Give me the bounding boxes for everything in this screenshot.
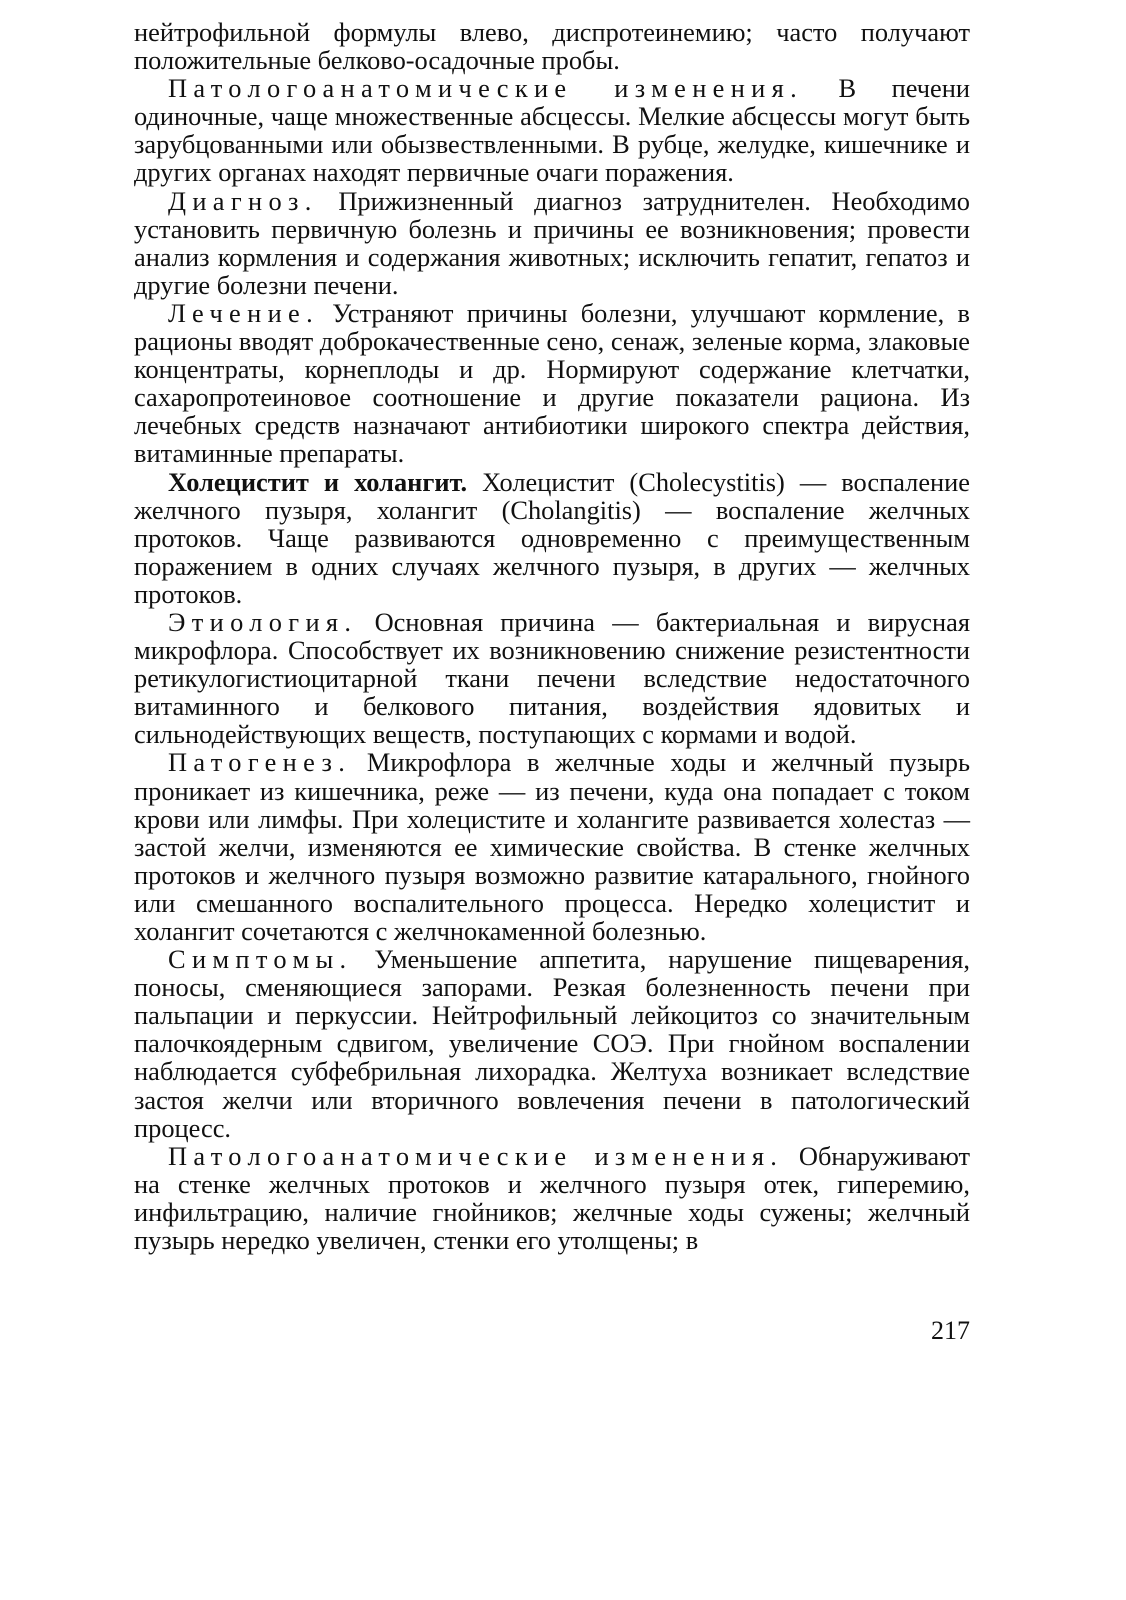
paragraph-text: Холецистит (Cholecystitis) — воспаление желчного пузыря, холангит (Cholangitis) — воспаление желчных протоков. Чаще развиваются одновременно с преимущественным поражением в одних случаях желчного пузыря, в других — желчных протоков. [134,466,970,609]
body-text [134,18,970,1254]
section-heading: Патологоанатомические изменения. [168,73,804,104]
paragraph-etiology [134,608,970,748]
section-heading: Симптомы. [168,944,353,975]
paragraph-pathogenesis [134,748,970,945]
section-heading: Патологоанатомические изменения. [168,1140,784,1171]
paragraph-pathology-liver [134,74,970,186]
paragraph-pathology-bile [134,1142,970,1254]
disease-heading: Холецистит и холангит. [168,466,468,497]
paragraph-text: Микрофлора в желчные ходы и желчный пузырь проникает из кишечника, реже — из печени, куда она попадает с током крови или лимфы. При холецистите и холангите развивается холестаз — застой желчи, изменяются ее химические свойства. В стенке желчных протоков и желчного пузыря возможно развитие катарального, гнойного или смешанного воспалительного процесса. Нередко холецистит и холангит сочетаются с желчнокаменной болезнью. [134,747,970,946]
paragraph-text: Основная причина — бактериальная и вирусная микрофлора. Способствует их возникновению снижение резистентности ретикулогистиоцитарной ткани печени вследствие недостаточного витаминного и белкового питания, воздействия ядовитых и сильнодействующих веществ, поступающих с кормами и водой. [134,606,970,750]
section-heading: Патогенез. [168,747,352,778]
paragraph-text: Уменьшение аппетита, нарушение пищеварения, поносы, сменяющиеся запорами. Резкая болезненность печени при пальпации и перкуссии. Нейтрофильный лейкоцитоз со значительным палочкоядерным сдвигом, увеличение СОЭ. При гнойном воспалении наблюдается субфебрильная лихорадка. Желтуха возникает вследствие застоя желчи или вторичного вовлечения печени в патологический процесс. [134,944,970,1143]
paragraph-text: Устраняют причины болезни, улучшают кормление, в рационы вводят доброкачественные сено, сенаж, зеленые корма, злаковые концентраты, корнеплоды и др. Нормируют содержание клетчатки, сахаропротеиновое соотношение и другие показатели рациона. Из лечебных средств назначают антибиотики широкого спектра действия, витаминные препараты. [134,297,970,469]
paragraph-text: Прижизненный диагноз затруднителен. Необходимо установить первичную болезнь и причины ее возникновения; провести анализ кормления и содержания животных; исключить гепатит, гепатоз и другие болезни печени. [134,185,970,300]
section-heading: Этиология. [168,606,358,637]
paragraph-symptoms [134,945,970,1142]
paragraph-cholecystitis-intro [134,468,970,608]
paragraph-treatment [134,299,970,468]
paragraph-continuation [134,18,970,74]
paragraph-diagnosis [134,187,970,299]
section-heading: Диагноз. [168,185,318,216]
paragraph-text: В печени одиночные, чаще множественные абсцессы. Мелкие абсцессы могут быть зарубцованными или обызвествленными. В рубце, желудке, кишечнике и других органах находят первичные очаги поражения. [134,73,971,188]
paragraph-text: Обнаруживают на стенке желчных протоков и желчного пузыря отек, гиперемию, инфильтрацию, наличие гнойников; желчные ходы сужены; желчный пузырь нередко увеличен, стенки его утолщены; в [134,1140,971,1256]
section-heading: Лечение. [168,297,320,328]
page-number: 217 [931,1316,970,1345]
paragraph-text: нейтрофильной формулы влево, диспротеинемию; часто получают положительные белково-осадочные пробы. [134,17,970,76]
